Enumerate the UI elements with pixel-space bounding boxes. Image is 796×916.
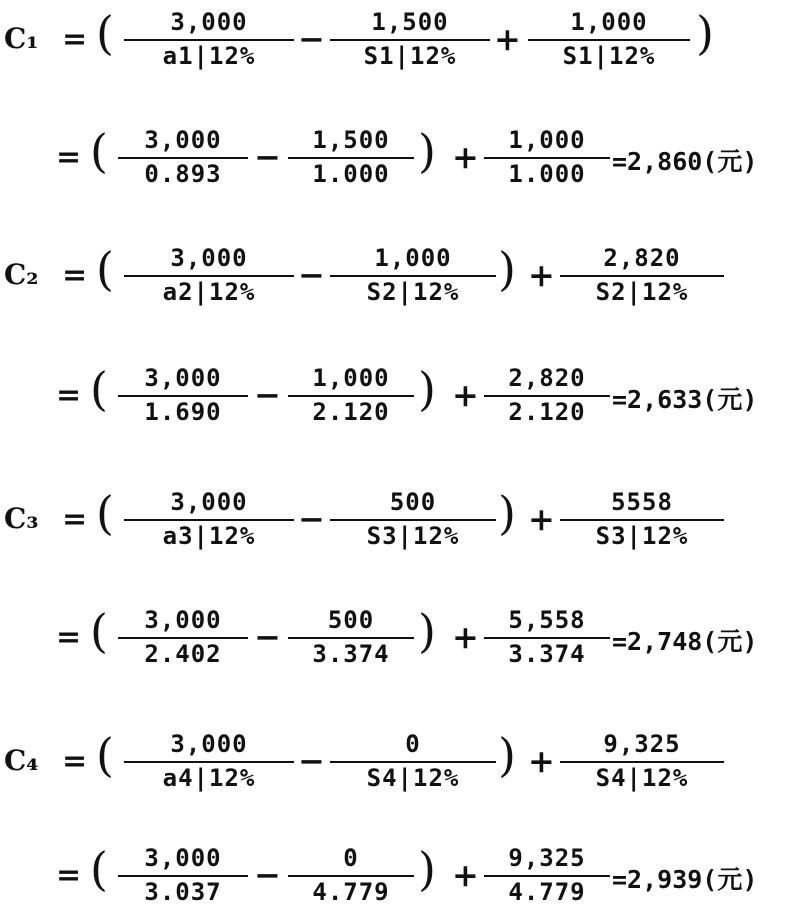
- denominator: a3|12%: [162, 522, 256, 550]
- denominator: S4|12%: [366, 764, 460, 792]
- fraction-1: [124, 236, 294, 316]
- denominator: S4|12%: [595, 764, 689, 792]
- equals-sign: =: [62, 744, 88, 779]
- open-paren: (: [96, 486, 114, 540]
- numerator: 1,000: [570, 8, 648, 36]
- equation-row-c3: [0, 480, 796, 560]
- open-paren: (: [96, 6, 114, 60]
- minus-sign: −: [254, 138, 281, 176]
- fraction-3: [560, 722, 724, 802]
- equation-row-c4: [0, 722, 796, 802]
- fraction-bar: [560, 519, 724, 521]
- fraction-bar: [118, 395, 248, 397]
- result-value: =2,633(元): [612, 385, 758, 414]
- denominator: 2.120: [312, 398, 390, 426]
- equals-sign: =: [62, 258, 88, 293]
- close-paren: ): [418, 124, 436, 178]
- equals-sign: =: [56, 140, 82, 175]
- fraction-1: [124, 0, 294, 80]
- fraction-bar: [484, 157, 610, 159]
- fraction-2: [288, 836, 414, 916]
- denominator: a1|12%: [162, 42, 256, 70]
- fraction-bar: [484, 875, 610, 877]
- lhs-label: C₂: [4, 258, 39, 291]
- fraction-2: [330, 0, 490, 80]
- fraction-bar: [560, 275, 724, 277]
- numerator: 500: [327, 606, 375, 634]
- numerator: 0: [405, 730, 421, 758]
- fraction-bar: [330, 39, 490, 41]
- close-paren: ): [498, 486, 516, 540]
- minus-sign: −: [298, 742, 325, 780]
- open-paren: (: [96, 728, 114, 782]
- fraction-bar: [118, 157, 248, 159]
- fraction-1: [118, 118, 248, 198]
- result-value: =2,939(元): [612, 865, 758, 894]
- denominator: 3.374: [312, 640, 390, 668]
- denominator: 4.779: [508, 878, 586, 906]
- fraction-3: [484, 598, 610, 678]
- fraction-bar: [124, 275, 294, 277]
- close-paren: ): [498, 242, 516, 296]
- fraction-3: [528, 0, 690, 80]
- denominator: 1.690: [144, 398, 222, 426]
- fraction-bar: [484, 395, 610, 397]
- equals-sign: =: [62, 502, 88, 537]
- denominator: a4|12%: [162, 764, 256, 792]
- equals-sign: =: [62, 22, 88, 57]
- lhs-label: C₁: [4, 22, 39, 55]
- denominator: S2|12%: [595, 278, 689, 306]
- fraction-1: [124, 722, 294, 802]
- fraction-bar: [330, 275, 496, 277]
- plus-sign: +: [452, 618, 479, 656]
- fraction-1: [118, 836, 248, 916]
- plus-sign: +: [452, 138, 479, 176]
- numerator: 5558: [611, 488, 673, 516]
- fraction-3: [484, 836, 610, 916]
- fraction-2: [330, 236, 496, 316]
- minus-sign: −: [298, 256, 325, 294]
- fraction-bar: [118, 637, 248, 639]
- numerator: 1,000: [312, 364, 390, 392]
- fraction-bar: [288, 637, 414, 639]
- lhs-label: C₄: [4, 744, 39, 777]
- plus-sign: +: [528, 500, 555, 538]
- numerator: 2,820: [508, 364, 586, 392]
- numerator: 2,820: [603, 244, 681, 272]
- numerator: 1,000: [374, 244, 452, 272]
- fraction-1: [124, 480, 294, 560]
- equals-sign: =: [56, 620, 82, 655]
- fraction-2: [330, 480, 496, 560]
- lhs-label: C₃: [4, 502, 39, 535]
- denominator: a2|12%: [162, 278, 256, 306]
- denominator: S3|12%: [366, 522, 460, 550]
- denominator: 0.893: [144, 160, 222, 188]
- equals-sign: =: [56, 858, 82, 893]
- numerator: 0: [343, 844, 359, 872]
- denominator: S2|12%: [366, 278, 460, 306]
- fraction-2: [330, 722, 496, 802]
- result-value: =2,860(元): [612, 147, 758, 176]
- fraction-bar: [288, 395, 414, 397]
- fraction-2: [288, 598, 414, 678]
- equation-row-c2-values: [0, 356, 796, 436]
- numerator: 1,000: [508, 126, 586, 154]
- equation-row-c3-values: [0, 598, 796, 678]
- numerator: 3,000: [144, 364, 222, 392]
- numerator: 3,000: [170, 8, 248, 36]
- open-paren: (: [90, 604, 108, 658]
- close-paren: ): [498, 728, 516, 782]
- numerator: 500: [389, 488, 437, 516]
- minus-sign: −: [254, 376, 281, 414]
- fraction-bar: [528, 39, 690, 41]
- minus-sign: −: [298, 20, 325, 58]
- fraction-1: [118, 598, 248, 678]
- fraction-3: [560, 236, 724, 316]
- equation-row-c4-values: [0, 836, 796, 916]
- numerator: 9,325: [603, 730, 681, 758]
- close-paren: ): [696, 6, 714, 60]
- fraction-2: [288, 356, 414, 436]
- result-value: =2,748(元): [612, 627, 758, 656]
- fraction-1: [118, 356, 248, 436]
- fraction-2: [288, 118, 414, 198]
- denominator: 1.000: [312, 160, 390, 188]
- plus-sign: +: [528, 256, 555, 294]
- denominator: 3.374: [508, 640, 586, 668]
- fraction-bar: [288, 875, 414, 877]
- plus-sign: +: [494, 20, 521, 58]
- denominator: 2.120: [508, 398, 586, 426]
- equation-row-c1: [0, 0, 796, 80]
- fraction-3: [484, 356, 610, 436]
- plus-sign: +: [452, 856, 479, 894]
- denominator: S1|12%: [363, 42, 457, 70]
- fraction-3: [484, 118, 610, 198]
- fraction-bar: [118, 875, 248, 877]
- minus-sign: −: [254, 856, 281, 894]
- numerator: 1,500: [371, 8, 449, 36]
- fraction-bar: [288, 157, 414, 159]
- plus-sign: +: [528, 742, 555, 780]
- denominator: 4.779: [312, 878, 390, 906]
- numerator: 3,000: [170, 244, 248, 272]
- open-paren: (: [90, 124, 108, 178]
- open-paren: (: [96, 242, 114, 296]
- minus-sign: −: [298, 500, 325, 538]
- numerator: 3,000: [144, 844, 222, 872]
- fraction-3: [560, 480, 724, 560]
- equation-row-c1-values: [0, 118, 796, 198]
- numerator: 5,558: [508, 606, 586, 634]
- numerator: 3,000: [170, 488, 248, 516]
- numerator: 3,000: [144, 606, 222, 634]
- close-paren: ): [418, 362, 436, 416]
- denominator: S1|12%: [562, 42, 656, 70]
- plus-sign: +: [452, 376, 479, 414]
- equation-row-c2: [0, 236, 796, 316]
- denominator: 1.000: [508, 160, 586, 188]
- denominator: 2.402: [144, 640, 222, 668]
- fraction-bar: [124, 761, 294, 763]
- numerator: 1,500: [312, 126, 390, 154]
- fraction-bar: [124, 519, 294, 521]
- open-paren: (: [90, 842, 108, 896]
- numerator: 9,325: [508, 844, 586, 872]
- denominator: S3|12%: [595, 522, 689, 550]
- open-paren: (: [90, 362, 108, 416]
- fraction-bar: [124, 39, 294, 41]
- numerator: 3,000: [144, 126, 222, 154]
- close-paren: ): [418, 604, 436, 658]
- equals-sign: =: [56, 378, 82, 413]
- denominator: 3.037: [144, 878, 222, 906]
- numerator: 3,000: [170, 730, 248, 758]
- fraction-bar: [330, 761, 496, 763]
- close-paren: ): [418, 842, 436, 896]
- fraction-bar: [330, 519, 496, 521]
- minus-sign: −: [254, 618, 281, 656]
- fraction-bar: [560, 761, 724, 763]
- fraction-bar: [484, 637, 610, 639]
